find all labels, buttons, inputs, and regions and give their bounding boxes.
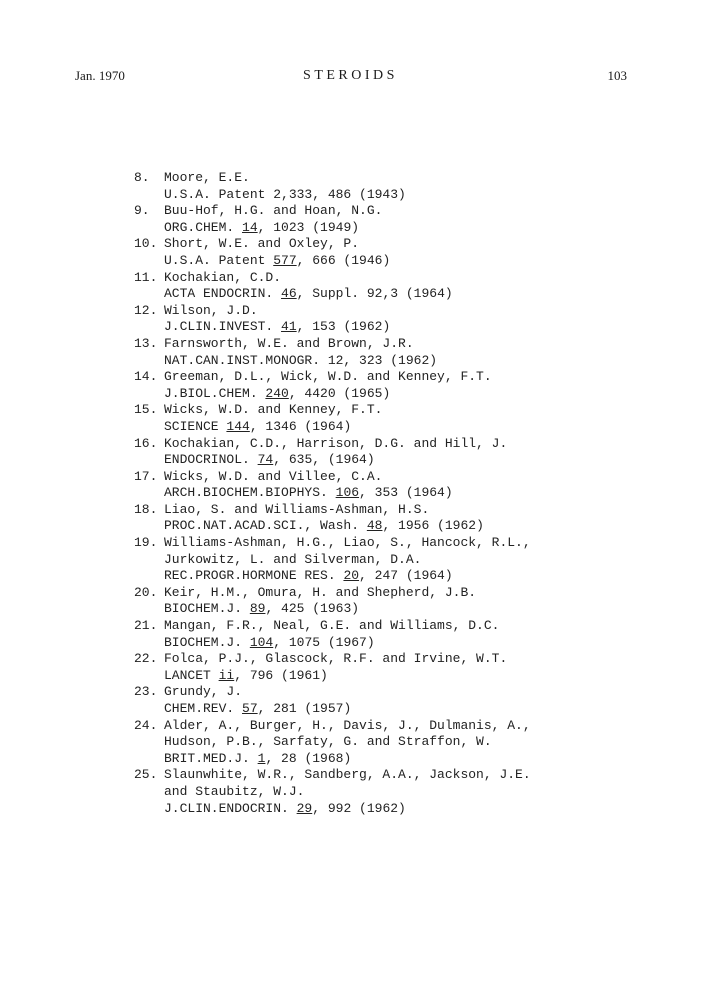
reference-number: 9. xyxy=(134,203,150,219)
reference-line: Alder, A., Burger, H., Davis, J., Dulmanis, A., xyxy=(164,717,531,733)
reference-line: SCIENCE 144, 1346 (1964) xyxy=(164,418,352,434)
reference-number: 15. xyxy=(134,402,158,418)
reference-line: Farnsworth, W.E. and Brown, J.R. xyxy=(164,335,414,351)
reference-item xyxy=(118,767,678,817)
reference-number: 21. xyxy=(134,618,158,634)
reference-line: Williams-Ashman, H.G., Liao, S., Hancock, R.L., xyxy=(164,535,531,551)
volume-number: 14 xyxy=(242,219,258,235)
reference-item xyxy=(118,336,678,369)
reference-number: 19. xyxy=(134,535,158,551)
volume-number: 577 xyxy=(273,252,297,268)
reference-text xyxy=(164,651,678,684)
reference-line: Moore, E.E. xyxy=(164,170,250,185)
reference-item xyxy=(118,585,678,618)
reference-text xyxy=(164,402,678,435)
reference-item xyxy=(118,535,678,585)
reference-line: Hudson, P.B., Sarfaty, G. and Straffon, W. xyxy=(164,734,492,750)
reference-text xyxy=(164,718,678,768)
volume-number: 104 xyxy=(249,634,274,650)
reference-line: U.S.A. Patent 577, 666 (1946) xyxy=(164,252,391,268)
reference-line: Buu-Hof, H.G. and Hoan, N.G. xyxy=(164,203,383,219)
reference-item xyxy=(118,502,678,535)
reference-item xyxy=(118,651,678,684)
reference-text xyxy=(164,303,678,336)
reference-line: BRIT.MED.J. 1, 28 (1968) xyxy=(164,750,352,766)
reference-text xyxy=(164,585,678,618)
reference-text xyxy=(164,270,678,303)
reference-text xyxy=(164,535,678,585)
reference-line: REC.PROGR.HORMONE RES. 20, 247 (1964) xyxy=(164,568,453,584)
reference-number: 12. xyxy=(134,302,158,318)
reference-line: Liao, S. and Williams-Ashman, H.S. xyxy=(164,501,430,517)
reference-text xyxy=(164,684,678,717)
reference-item xyxy=(118,469,678,502)
reference-item xyxy=(118,436,678,469)
reference-item xyxy=(118,303,678,336)
reference-line: ARCH.BIOCHEM.BIOPHYS. 106, 353 (1964) xyxy=(164,485,453,501)
reference-item xyxy=(118,718,678,768)
volume-number: 46 xyxy=(281,286,297,302)
reference-text xyxy=(164,236,678,269)
reference-line: ENDOCRINOL. 74, 635, (1964) xyxy=(164,452,375,468)
reference-item xyxy=(118,170,678,203)
reference-line: Folca, P.J., Glascock, R.F. and Irvine, W.T. xyxy=(164,651,508,667)
volume-number: 106 xyxy=(335,485,360,501)
volume-number: 41 xyxy=(281,319,297,335)
reference-text xyxy=(164,618,678,651)
volume-number: 89 xyxy=(249,601,266,617)
volume-number: 20 xyxy=(343,568,360,584)
reference-line: ORG.CHEM. 14, 1023 (1949) xyxy=(164,219,360,235)
reference-line: BIOCHEM.J. 89, 425 (1963) xyxy=(164,601,360,617)
reference-line: NAT.CAN.INST.MONOGR. 12, 323 (1962) xyxy=(164,352,438,368)
reference-text xyxy=(164,502,678,535)
volume-number: 74 xyxy=(257,452,274,468)
reference-text xyxy=(164,469,678,502)
volume-number: 29 xyxy=(296,800,313,816)
volume-number: 240 xyxy=(265,385,289,401)
reference-number: 16. xyxy=(134,435,158,451)
reference-line: Kochakian, C.D. xyxy=(164,269,282,285)
reference-line: Grundy, J. xyxy=(164,684,243,700)
reference-number: 14. xyxy=(134,369,158,385)
reference-text xyxy=(164,170,678,203)
reference-text xyxy=(164,369,678,402)
reference-line: Slaunwhite, W.R., Sandberg, A.A., Jackson, J.E. xyxy=(164,767,531,783)
reference-list xyxy=(118,170,678,817)
reference-line: Wicks, W.D. and Kenney, F.T. xyxy=(164,402,383,418)
reference-line: U.S.A. Patent 2,333, 486 (1943) xyxy=(164,186,406,202)
volume-number: 144 xyxy=(226,418,250,434)
reference-line: Jurkowitz, L. and Silverman, D.A. xyxy=(164,551,422,567)
reference-number: 17. xyxy=(134,468,158,484)
reference-number: 13. xyxy=(134,335,158,351)
reference-number: 23. xyxy=(134,684,158,700)
volume-number: 48 xyxy=(366,518,383,534)
reference-number: 24. xyxy=(134,717,158,733)
reference-item xyxy=(118,270,678,303)
reference-line: Keir, H.M., Omura, H. and Shepherd, J.B. xyxy=(164,584,477,600)
reference-item xyxy=(118,236,678,269)
volume-number: 57 xyxy=(242,701,258,716)
reference-line: J.CLIN.ENDOCRIN. 29, 992 (1962) xyxy=(164,800,406,816)
reference-item xyxy=(118,684,678,717)
volume-number: ii xyxy=(218,667,235,683)
page-number: 103 xyxy=(607,68,627,83)
reference-line: J.CLIN.INVEST. 41, 153 (1962) xyxy=(164,319,391,335)
reference-line: Kochakian, C.D., Harrison, D.G. and Hill, J. xyxy=(164,435,508,451)
reference-number: 10. xyxy=(134,236,158,252)
reference-item xyxy=(118,618,678,651)
reference-line: Mangan, F.R., Neal, G.E. and Williams, D.C. xyxy=(164,618,500,634)
running-head xyxy=(0,68,701,88)
reference-line: BIOCHEM.J. 104, 1075 (1967) xyxy=(164,634,375,650)
reference-item xyxy=(118,402,678,435)
reference-line: ACTA ENDOCRIN. 46, Suppl. 92,3 (1964) xyxy=(164,286,453,302)
reference-number: 22. xyxy=(134,651,158,667)
reference-item xyxy=(118,369,678,402)
reference-text xyxy=(164,203,678,236)
reference-line: PROC.NAT.ACAD.SCI., Wash. 48, 1956 (1962) xyxy=(164,518,484,534)
reference-line: Short, W.E. and Oxley, P. xyxy=(164,236,360,252)
reference-line: LANCET ii, 796 (1961) xyxy=(164,667,328,683)
reference-number: 18. xyxy=(134,501,158,517)
reference-number: 11. xyxy=(134,269,158,285)
reference-line: and Staubitz, W.J. xyxy=(164,783,305,799)
reference-number: 8. xyxy=(134,170,150,185)
reference-line: CHEM.REV. 57, 281 (1957) xyxy=(164,701,352,716)
reference-line: Greeman, D.L., Wick, W.D. and Kenney, F.T. xyxy=(164,369,492,385)
reference-text xyxy=(164,436,678,469)
reference-item xyxy=(118,203,678,236)
reference-text xyxy=(164,767,678,817)
reference-text xyxy=(164,336,678,369)
reference-line: Wicks, W.D. and Villee, C.A. xyxy=(164,468,383,484)
reference-line: J.BIOL.CHEM. 240, 4420 (1965) xyxy=(164,385,391,401)
reference-number: 25. xyxy=(134,767,158,783)
reference-line: Wilson, J.D. xyxy=(164,302,258,318)
volume-number: 1 xyxy=(257,750,266,766)
reference-number: 20. xyxy=(134,584,158,600)
header-date: Jan. 1970 xyxy=(75,68,125,83)
journal-title: STEROIDS xyxy=(303,68,398,83)
